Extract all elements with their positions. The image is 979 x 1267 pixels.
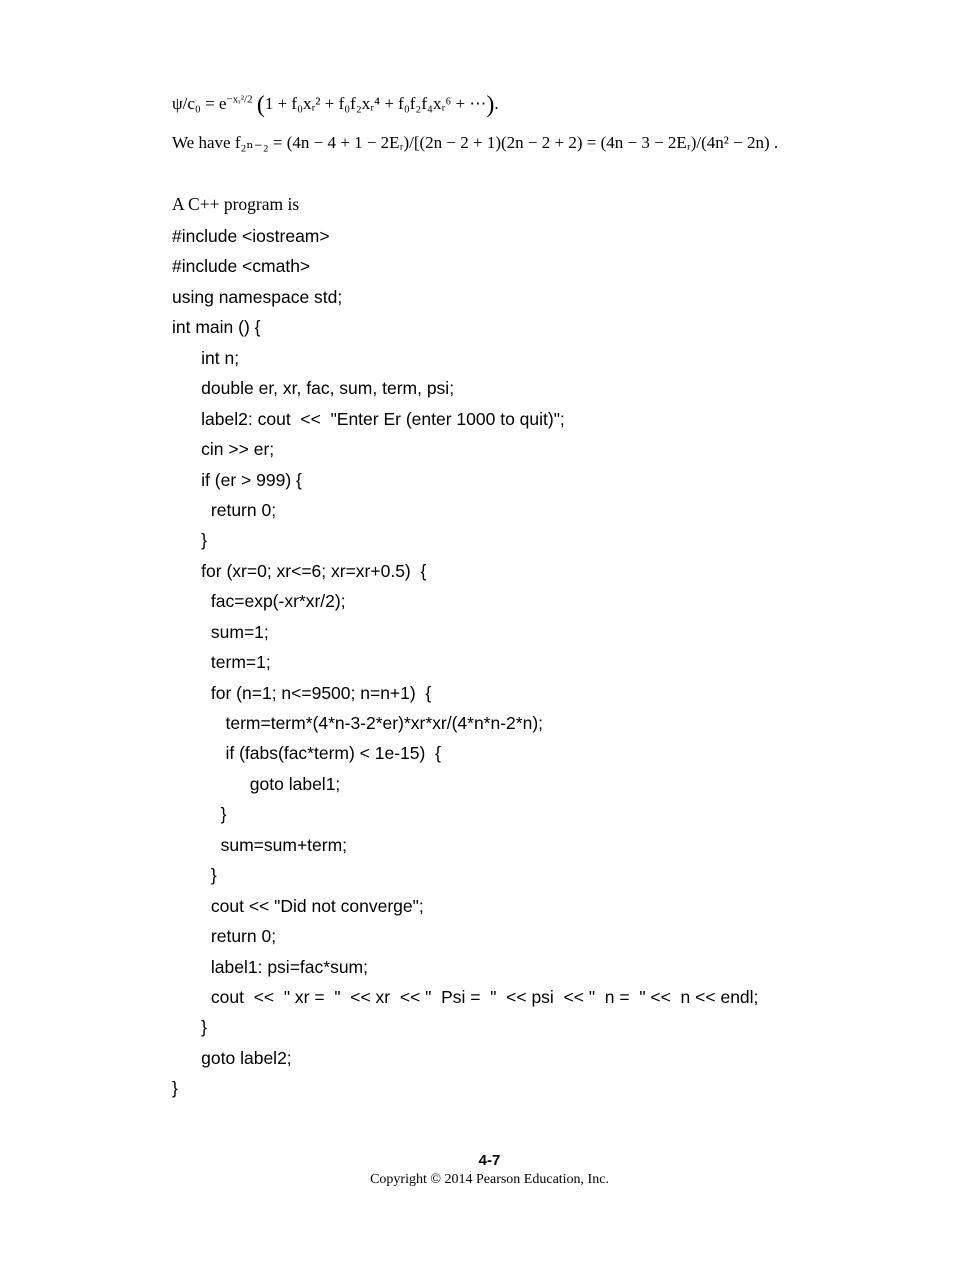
code-line: if (er > 999) { [172,469,302,490]
code-line: using namespace std; [172,286,343,307]
code-line: term=1; [172,652,271,673]
code-line: for (xr=0; xr<=6; xr=xr+0.5) { [172,560,427,581]
code-line: goto label2; [172,1047,292,1068]
code-line: cout << "Did not converge"; [172,895,424,916]
code-line: cin >> er; [172,439,275,460]
code-line: } [172,530,208,551]
page-number: 4-7 [478,1152,501,1169]
code-line: for (n=1; n<=9500; n=n+1) { [172,682,432,703]
code-line: int n; [172,347,240,368]
code-line: } [172,1017,208,1038]
code-line: #include <iostream> [172,226,330,246]
code-listing [172,221,758,1104]
code-line: label1: psi=fac*sum; [172,956,368,977]
code-line: term=term*(4*n-3-2*er)*xr*xr/(4*n*n-2*n); [172,713,544,733]
code-line: cout << " xr = " << xr << " Psi = " << psi << " n = " << n << endl; [172,986,759,1007]
equation-lhs: ψ/c₀ = e [172,94,227,113]
code-line: fac=exp(-xr*xr/2); [172,591,346,612]
code-line: } [172,804,227,825]
open-paren: ( [256,92,265,118]
equation-end: . [494,94,499,113]
code-line: } [172,1078,178,1099]
equation-series: 1 + f₀xᵣ² + f₀f₂xᵣ⁴ + f₀f₂f₄xᵣ⁶ + ⋯ [264,94,487,113]
code-line: } [172,865,217,886]
code-line: #include <cmath> [172,256,311,277]
equation-formula: f₂ₙ₋₂ = (4n − 4 + 1 − 2Eᵣ)/[(2n − 2 + 1)(2n − 2 + 2) = (4n − 3 − 2Eᵣ)/(4n² − 2n) . [234,133,779,152]
equation-exponent: −xᵣ²/2 [226,93,253,106]
code-line: if (fabs(fac*term) < 1e-15) { [172,743,441,764]
equation-wavefunction [172,92,499,119]
code-line: double er, xr, fac, sum, term, psi; [172,378,455,399]
code-line: return 0; [172,499,277,520]
equation-lead-text: We have [172,133,231,152]
code-line: return 0; [172,926,277,947]
code-line: int main () { [172,317,261,338]
code-line: label2: cout << "Enter Er (enter 1000 to quit)"; [172,408,565,429]
copyright-notice: Copyright © 2014 Pearson Education, Inc. [370,1172,609,1187]
equation-recursion [172,133,778,153]
code-line: sum=1; [172,621,269,642]
code-line: goto label1; [172,773,341,794]
close-paren: ) [486,92,495,118]
intro-text: A C++ program is [172,194,300,214]
code-line: sum=sum+term; [172,834,348,855]
